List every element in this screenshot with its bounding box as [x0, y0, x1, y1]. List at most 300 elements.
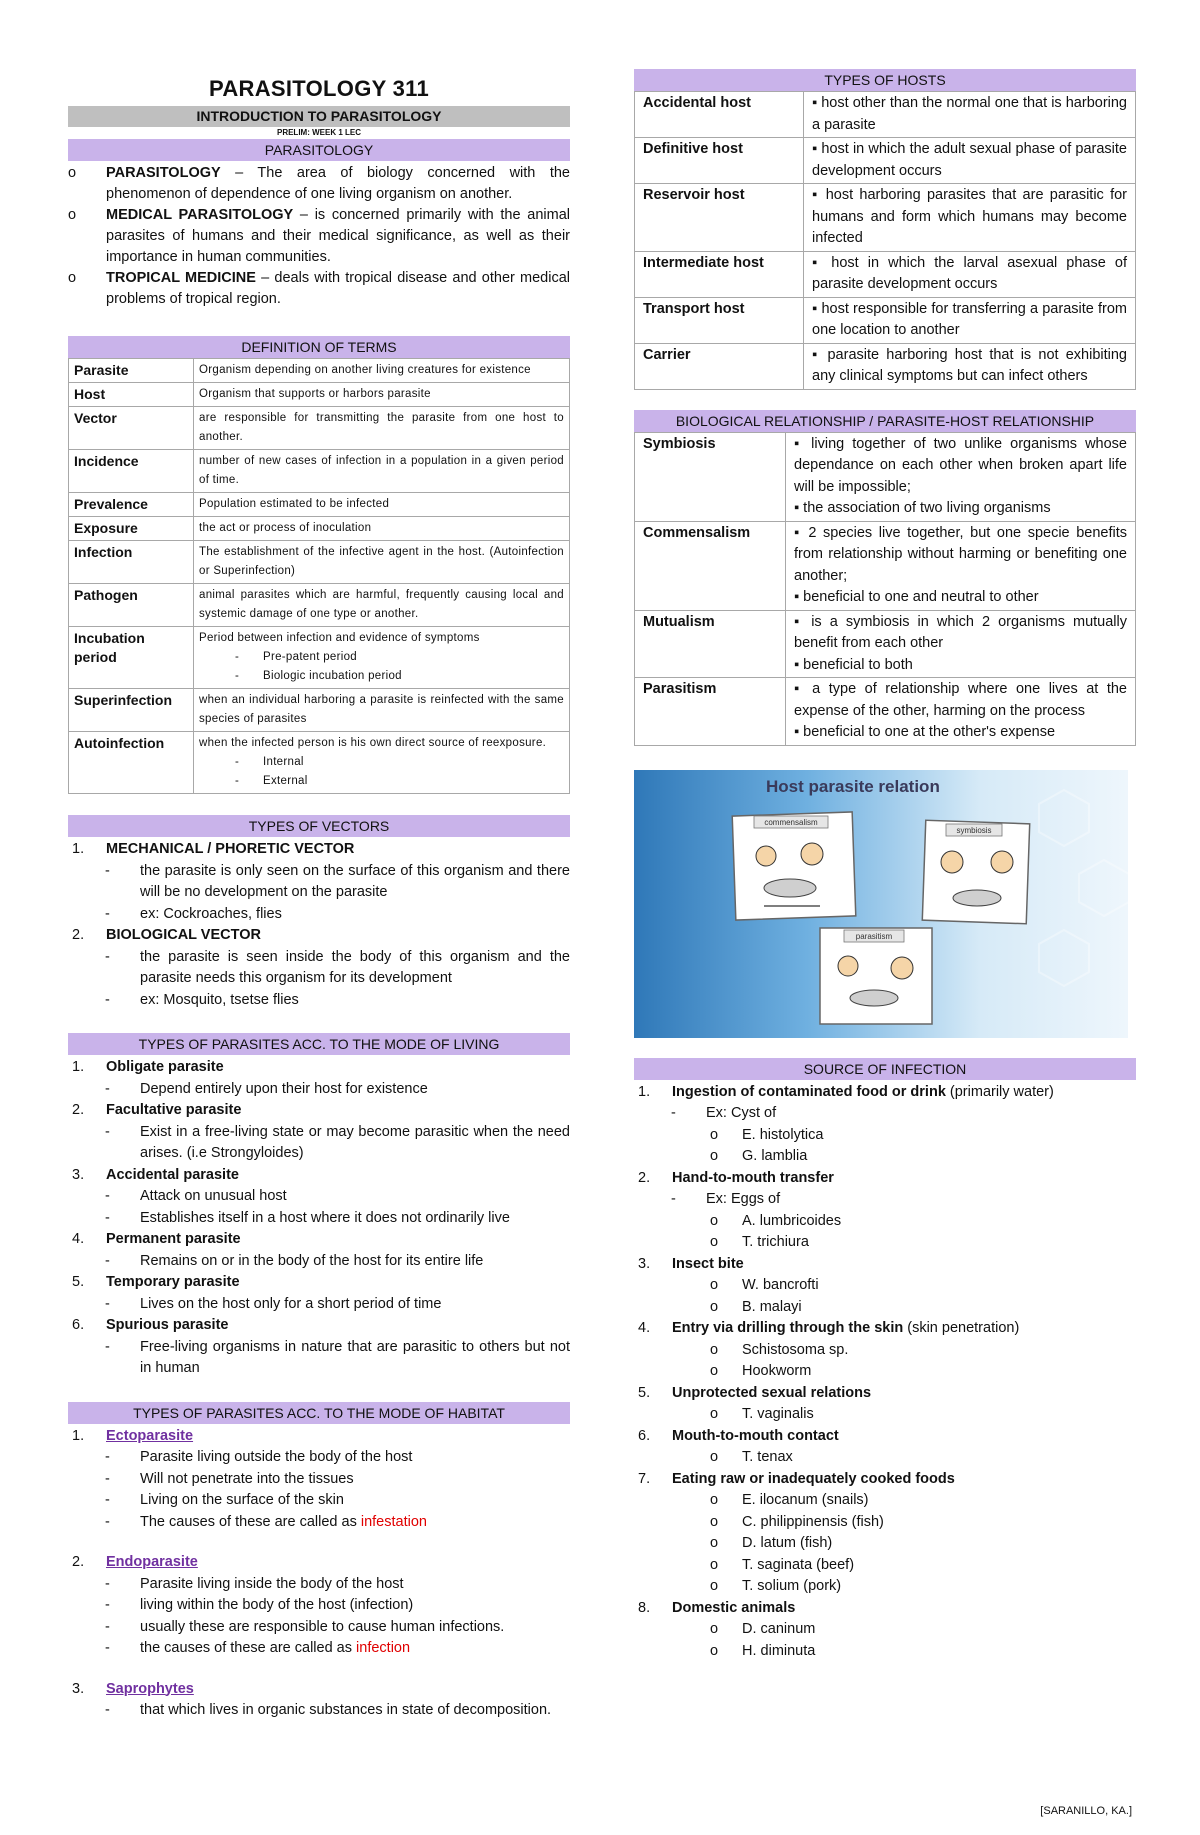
desc-sub-text: External	[263, 775, 308, 787]
list-sub	[68, 1337, 570, 1380]
bullet-marker: o	[710, 1126, 719, 1143]
bullet-marker: o	[68, 270, 77, 286]
term-cell: Host	[69, 383, 194, 407]
list-sub	[68, 1447, 570, 1469]
dash-marker: -	[105, 991, 110, 1008]
bio-line: ▪ beneficial to one at the other's expense	[794, 724, 1056, 740]
source-title: Insect bite	[672, 1255, 744, 1272]
list-sub	[68, 1595, 570, 1617]
term-cell: Superinfection	[69, 689, 194, 732]
bio-row	[635, 432, 1136, 521]
list-sub-text: Remains on or in the body of the host for its entire life	[140, 1252, 484, 1269]
source-organism	[634, 1512, 1136, 1534]
source-title: Unprotected sexual relations	[672, 1384, 872, 1401]
list-sub-text: Parasite living inside the body of the host	[140, 1575, 404, 1592]
desc-text: the act or process of inoculation	[199, 522, 372, 534]
dash-marker: -	[105, 1338, 110, 1355]
bullet-term: MEDICAL PARASITOLOGY	[106, 207, 294, 223]
bio-line: ▪ a type of relationship where one lives at the expense of the other, harming on the process	[794, 681, 1127, 719]
host-desc: ▪ host harboring parasites that are parasitic for humans and form which humans may become infected	[804, 184, 1136, 252]
organism-name: D. latum (fish)	[742, 1535, 833, 1551]
desc-sub	[199, 667, 564, 686]
desc-text: when the infected person is his own direct source of reexposure.	[199, 737, 547, 749]
desc-text: number of new cases of infection in a population in a given period of time.	[199, 455, 564, 486]
desc-text: Period between infection and evidence of symptoms	[199, 632, 480, 644]
list-item	[68, 1315, 570, 1337]
list-sub	[68, 990, 570, 1012]
list-sub-text: Will not penetrate into the tissues	[140, 1470, 354, 1487]
bullet-marker: o	[710, 1148, 719, 1164]
host-row	[635, 297, 1136, 343]
desc-sub-text: Internal	[263, 756, 304, 768]
bullet-marker: o	[710, 1277, 719, 1293]
desc-cell	[194, 493, 570, 517]
source-title: Mouth-to-mouth contact	[672, 1427, 839, 1444]
list-title: Endoparasite	[106, 1554, 198, 1570]
bio-line: ▪ beneficial to both	[794, 656, 913, 673]
list-sub-text: Depend entirely upon their host for existence	[140, 1080, 428, 1097]
desc-sub-text: Pre-patent period	[263, 651, 357, 663]
dash-marker: -	[105, 862, 110, 879]
host-row	[635, 343, 1136, 389]
source-organism	[634, 1447, 1136, 1469]
bullet-marker: o	[710, 1363, 719, 1379]
highlight-term: infection	[356, 1640, 411, 1656]
list-sub	[68, 904, 570, 926]
host-desc: ▪ host responsible for transferring a parasite from one location to another	[804, 297, 1136, 343]
bio-row	[635, 610, 1136, 678]
term-cell: Incidence	[69, 450, 194, 493]
list-item	[68, 839, 570, 861]
dash-marker: -	[105, 1188, 110, 1204]
definition-row	[69, 359, 570, 383]
desc-cell	[194, 541, 570, 584]
term-cell: Pathogen	[69, 584, 194, 627]
list-sub-text: the parasite is only seen on the surface of this organism and there will be no development on the parasite	[140, 862, 570, 900]
definition-row	[69, 450, 570, 493]
desc-cell	[194, 407, 570, 450]
bullet-marker: o	[710, 1621, 719, 1637]
list-sub	[68, 947, 570, 990]
source-title: Domestic animals	[672, 1599, 796, 1616]
host-term: Definitive host	[635, 138, 804, 184]
host-parasite-image	[634, 770, 1128, 1038]
list-number: 4.	[638, 1320, 651, 1336]
list-sub	[68, 1186, 570, 1208]
bullet-marker: o	[710, 1556, 719, 1573]
organism-name: G. lamblia	[742, 1148, 808, 1164]
host-row	[635, 92, 1136, 138]
organism-name: D. caninum	[742, 1621, 816, 1637]
desc-cell	[194, 584, 570, 627]
bullet-text: – deals with tropical disease and other medical problems of tropical region.	[106, 270, 570, 307]
bullet-text: – The area of biology concerned with the phenomenon of dependence of one living organism on another.	[106, 165, 570, 202]
term-cell: Autoinfection	[69, 732, 194, 794]
dash-marker: -	[105, 948, 110, 965]
source-item	[634, 1318, 1136, 1340]
source-header: SOURCE OF INFECTION	[634, 1058, 1136, 1080]
desc-text: when an individual harboring a parasite is reinfected with the same species of parasites	[199, 694, 564, 725]
list-number: 2.	[638, 1169, 651, 1186]
list-sub	[68, 861, 570, 904]
hosts-table	[634, 91, 1136, 390]
intro-bullet	[68, 163, 570, 205]
bio-line: ▪ beneficial to one and neutral to other	[794, 589, 1039, 605]
list-sub-text: Free-living organisms in nature that are parasitic to others but not in human	[140, 1338, 570, 1376]
desc-cell	[194, 359, 570, 383]
symbiosis-label: symbiosis	[956, 825, 992, 835]
list-sub-text: that which lives in organic substances in state of decomposition.	[140, 1702, 552, 1718]
source-dash	[634, 1189, 1136, 1211]
dash-marker: -	[105, 1209, 110, 1226]
bullet-marker: o	[68, 165, 77, 181]
bullet-marker: o	[710, 1449, 719, 1465]
list-sub-text: the causes of these are called as	[140, 1640, 357, 1656]
source-item	[634, 1254, 1136, 1276]
term-cell: Parasite	[69, 359, 194, 383]
list-item	[68, 1165, 570, 1187]
organism-name: Schistosoma sp.	[742, 1341, 849, 1358]
source-item	[634, 1598, 1136, 1620]
host-term: Carrier	[635, 343, 804, 389]
bio-desc	[786, 432, 1136, 521]
definition-row	[69, 407, 570, 450]
bio-table	[634, 432, 1136, 746]
commensalism-panel	[732, 811, 856, 919]
source-organism	[634, 1641, 1136, 1663]
source-organism	[634, 1576, 1136, 1598]
dash-marker: -	[671, 1105, 676, 1121]
list-sub	[68, 1574, 570, 1596]
list-sub-text: Establishes itself in a host where it does not ordinarily live	[140, 1209, 510, 1226]
list-item	[68, 1272, 570, 1294]
source-title: Eating raw or inadequately cooked foods	[672, 1470, 955, 1487]
source-title: Ingestion of contaminated food or drink	[672, 1083, 946, 1100]
list-number: 1.	[72, 1427, 85, 1444]
habitat-list	[68, 1426, 570, 1722]
list-item	[68, 1679, 570, 1701]
list-number: 2.	[72, 1554, 85, 1570]
source-item	[634, 1383, 1136, 1405]
definition-row	[69, 517, 570, 541]
list-number: 7.	[638, 1470, 651, 1487]
source-organism	[634, 1125, 1136, 1147]
bio-header: BIOLOGICAL RELATIONSHIP / PARASITE-HOST RELATIONSHIP	[634, 410, 1136, 432]
list-item	[68, 1229, 570, 1251]
list-item	[68, 925, 570, 947]
source-organism	[634, 1340, 1136, 1362]
dash-marker: -	[671, 1191, 676, 1207]
bullet-marker: o	[710, 1535, 719, 1551]
dash-marker: -	[235, 775, 240, 787]
bullet-marker: o	[710, 1578, 719, 1594]
organism-name: B. malayi	[742, 1298, 802, 1315]
dash-marker: -	[235, 651, 240, 663]
desc-text: Organism that supports or harbors parasite	[199, 388, 431, 400]
list-title: Saprophytes	[106, 1680, 194, 1697]
desc-sub	[199, 772, 564, 791]
source-organism	[634, 1404, 1136, 1426]
source-item	[634, 1426, 1136, 1448]
list-number: 8.	[638, 1599, 651, 1616]
dash-marker: -	[235, 670, 240, 682]
dash-marker: -	[105, 1513, 110, 1530]
image-title: Host parasite relation	[766, 776, 940, 796]
list-title: Facultative parasite	[106, 1102, 242, 1118]
symbiosis-panel	[922, 820, 1029, 924]
bio-line: ▪ living together of two unlike organisms whose dependance on each other when broken apart life will be impossible;	[794, 435, 1127, 495]
desc-cell	[194, 517, 570, 541]
list-title: BIOLOGICAL VECTOR	[106, 927, 261, 943]
desc-sub	[199, 648, 564, 667]
desc-text: Organism depending on another living creatures for existence	[199, 364, 531, 376]
host-desc: ▪ host in which the larval asexual phase of parasite development occurs	[804, 251, 1136, 297]
parasitism-panel	[820, 928, 932, 1024]
bio-desc	[786, 521, 1136, 610]
bio-row	[635, 521, 1136, 610]
list-sub-text: ex: Mosquito, tsetse flies	[140, 991, 299, 1008]
definition-table	[68, 358, 570, 794]
bullet-term: PARASITOLOGY	[106, 165, 221, 181]
desc-cell	[194, 383, 570, 407]
list-number: 5.	[72, 1274, 85, 1290]
host-desc: ▪ parasite harboring host that is not exhibiting any clinical symptoms but can infect others	[804, 343, 1136, 389]
host-row	[635, 184, 1136, 252]
list-item	[68, 1552, 570, 1574]
list-number: 1.	[72, 1059, 85, 1075]
definition-row	[69, 383, 570, 407]
host-row	[635, 251, 1136, 297]
list-title: MECHANICAL / PHORETIC VECTOR	[106, 841, 355, 857]
source-organism	[634, 1361, 1136, 1383]
left-column	[68, 0, 570, 1722]
list-sub-text: living within the body of the host (infection)	[140, 1597, 414, 1613]
source-title: Hand-to-mouth transfer	[672, 1169, 834, 1186]
intro-bar: INTRODUCTION TO PARASITOLOGY	[68, 106, 570, 127]
bullet-marker: o	[710, 1298, 719, 1315]
desc-text: are responsible for transmitting the parasite from one host to another.	[199, 412, 564, 443]
bullet-marker: o	[710, 1513, 719, 1530]
host-desc: ▪ host in which the adult sexual phase of parasite development occurs	[804, 138, 1136, 184]
list-number: 2.	[72, 927, 85, 943]
list-sub-text: Living on the surface of the skin	[140, 1492, 344, 1508]
list-number: 3.	[638, 1255, 651, 1272]
organism-name: T. saginata (beef)	[742, 1556, 855, 1573]
bullet-marker: o	[710, 1341, 719, 1358]
parasitology-header: PARASITOLOGY	[68, 139, 570, 161]
source-organism	[634, 1275, 1136, 1297]
term-cell: Exposure	[69, 517, 194, 541]
organism-name: Hookworm	[742, 1363, 812, 1379]
source-organism	[634, 1232, 1136, 1254]
list-sub	[68, 1251, 570, 1273]
bullet-marker: o	[710, 1234, 719, 1250]
definition-row	[69, 627, 570, 689]
living-list	[68, 1057, 570, 1380]
source-dash-text: Ex: Eggs of	[706, 1191, 781, 1207]
dash-marker: -	[105, 1252, 110, 1269]
list-sub-text: usually these are responsible to cause human infections.	[140, 1618, 505, 1635]
bio-desc	[786, 610, 1136, 678]
bio-term: Mutualism	[635, 610, 786, 678]
organism-name: A. lumbricoides	[742, 1212, 842, 1229]
dash-marker: -	[105, 1470, 110, 1487]
list-sub-text: Lives on the host only for a short period of time	[140, 1295, 442, 1312]
dash-marker: -	[105, 1597, 110, 1613]
list-sub-text: ex: Cockroaches, flies	[140, 905, 282, 922]
bullet-term: TROPICAL MEDICINE	[106, 270, 256, 286]
desc-sub	[199, 753, 564, 772]
list-title: Ectoparasite	[106, 1427, 194, 1444]
organism-name: E. ilocanum (snails)	[742, 1492, 869, 1508]
source-item	[634, 1082, 1136, 1104]
host-term: Transport host	[635, 297, 804, 343]
list-number: 1.	[638, 1083, 651, 1100]
list-number: 1.	[72, 841, 85, 857]
source-organism	[634, 1619, 1136, 1641]
definition-row	[69, 732, 570, 794]
list-number: 4.	[72, 1231, 85, 1247]
list-sub-text: Parasite living outside the body of the host	[140, 1449, 413, 1465]
definition-row	[69, 584, 570, 627]
desc-cell	[194, 689, 570, 732]
host-parasite-illustration	[634, 770, 1128, 1038]
source-organism	[634, 1533, 1136, 1555]
list-sub-text: Attack on unusual host	[140, 1188, 287, 1204]
host-row	[635, 138, 1136, 184]
desc-text: Population estimated to be infected	[199, 498, 390, 510]
source-item	[634, 1168, 1136, 1190]
organism-name: W. bancrofti	[742, 1277, 819, 1293]
bio-line: ▪ is a symbiosis in which 2 organisms mutually benefit from each other	[794, 613, 1127, 651]
intro-bullet	[68, 268, 570, 310]
commensalism-label: commensalism	[764, 817, 818, 827]
source-title: Entry via drilling through the skin	[672, 1320, 904, 1336]
bio-line: ▪ 2 species live together, but one specie benefits from relationship without harming or benefiting one another;	[794, 524, 1127, 584]
list-number: 5.	[638, 1384, 651, 1401]
list-sub	[68, 1617, 570, 1639]
source-dash	[634, 1103, 1136, 1125]
bullet-marker: o	[710, 1406, 719, 1422]
organism-name: E. histolytica	[742, 1126, 824, 1143]
bio-term: Parasitism	[635, 678, 786, 746]
host-desc: ▪ host other than the normal one that is harboring a parasite	[804, 92, 1136, 138]
desc-text: animal parasites which are harmful, frequently causing local and systemic damage of one type or another.	[199, 589, 564, 620]
term-cell: Infection	[69, 541, 194, 584]
desc-cell	[194, 732, 570, 794]
bio-term: Symbiosis	[635, 432, 786, 521]
dash-marker: -	[105, 1618, 110, 1635]
term-cell: Incubation period	[69, 627, 194, 689]
term-cell: Vector	[69, 407, 194, 450]
list-sub	[68, 1638, 570, 1660]
dash-marker: -	[235, 756, 240, 768]
right-column	[634, 0, 1136, 1662]
list-number: 6.	[72, 1317, 85, 1333]
vectors-list	[68, 839, 570, 1011]
bio-term: Commensalism	[635, 521, 786, 610]
source-list	[634, 1082, 1136, 1663]
list-title: Temporary parasite	[106, 1274, 240, 1290]
desc-sub-text: Biologic incubation period	[263, 670, 402, 682]
dash-marker: -	[105, 1575, 110, 1592]
bio-row	[635, 678, 1136, 746]
bio-line: ▪ the association of two living organisms	[794, 500, 1051, 516]
source-organism	[634, 1211, 1136, 1233]
dash-marker: -	[105, 1492, 110, 1508]
source-organism	[634, 1490, 1136, 1512]
organism-name: T. tenax	[742, 1449, 793, 1465]
desc-cell	[194, 450, 570, 493]
source-title-rest: (primarily water)	[945, 1083, 1054, 1100]
host-term: Intermediate host	[635, 251, 804, 297]
bullet-marker: o	[710, 1492, 719, 1508]
list-sub	[68, 1079, 570, 1101]
bullet-marker: o	[710, 1212, 719, 1229]
prelim-label: PRELIM: WEEK 1 LEC	[276, 128, 361, 137]
desc-text: The establishment of the infective agent in the host. (Autoinfection or Superinfection)	[199, 546, 564, 577]
dash-marker: -	[105, 1123, 110, 1140]
parasitism-label: parasitism	[855, 931, 893, 941]
dash-marker: -	[105, 905, 110, 922]
highlight-term: infestation	[360, 1513, 427, 1530]
list-sub	[68, 1469, 570, 1491]
list-title: Spurious parasite	[106, 1317, 229, 1333]
bullet-marker: o	[68, 207, 77, 223]
bullet-marker: o	[710, 1642, 719, 1659]
list-item	[68, 1426, 570, 1448]
intro-bullet	[68, 205, 570, 268]
list-sub-text: the parasite is seen inside the body of this organism and the parasite needs this organism for its development	[140, 948, 570, 986]
list-item	[68, 1100, 570, 1122]
list-spacer	[68, 1533, 570, 1552]
list-number: 3.	[72, 1166, 85, 1183]
list-title: Obligate parasite	[106, 1059, 224, 1075]
list-sub	[68, 1294, 570, 1316]
list-sub	[68, 1122, 570, 1165]
list-title: Permanent parasite	[106, 1231, 241, 1247]
dash-marker: -	[105, 1640, 110, 1656]
list-sub-text: Exist in a free-living state or may become parasitic when the need arises. (i.e Strongyloides)	[140, 1123, 570, 1161]
list-number: 2.	[72, 1102, 85, 1118]
desc-cell	[194, 627, 570, 689]
list-sub	[68, 1208, 570, 1230]
definition-row	[69, 689, 570, 732]
list-spacer	[68, 1660, 570, 1679]
habitat-header: TYPES OF PARASITES ACC. TO THE MODE OF HABITAT	[68, 1402, 570, 1424]
definition-row	[69, 541, 570, 584]
source-title-rest: (skin penetration)	[903, 1320, 1020, 1336]
organism-name: T. trichiura	[742, 1234, 809, 1250]
author-footer: [SARANILLO, KA.]	[1040, 1805, 1132, 1817]
hosts-header: TYPES OF HOSTS	[634, 69, 1136, 91]
source-organism	[634, 1297, 1136, 1319]
list-sub-text: The causes of these are called as	[140, 1513, 361, 1530]
source-item	[634, 1469, 1136, 1491]
host-term: Accidental host	[635, 92, 804, 138]
list-sub	[68, 1490, 570, 1512]
list-item	[68, 1057, 570, 1079]
organism-name: T. solium (pork)	[742, 1578, 842, 1594]
organism-name: T. vaginalis	[742, 1406, 814, 1422]
source-dash-text: Ex: Cyst of	[706, 1105, 777, 1121]
list-sub	[68, 1512, 570, 1534]
definition-header: DEFINITION OF TERMS	[68, 336, 570, 358]
dash-marker: -	[105, 1702, 110, 1718]
dash-marker: -	[105, 1080, 110, 1097]
host-term: Reservoir host	[635, 184, 804, 252]
page-title: PARASITOLOGY 311	[209, 76, 429, 101]
